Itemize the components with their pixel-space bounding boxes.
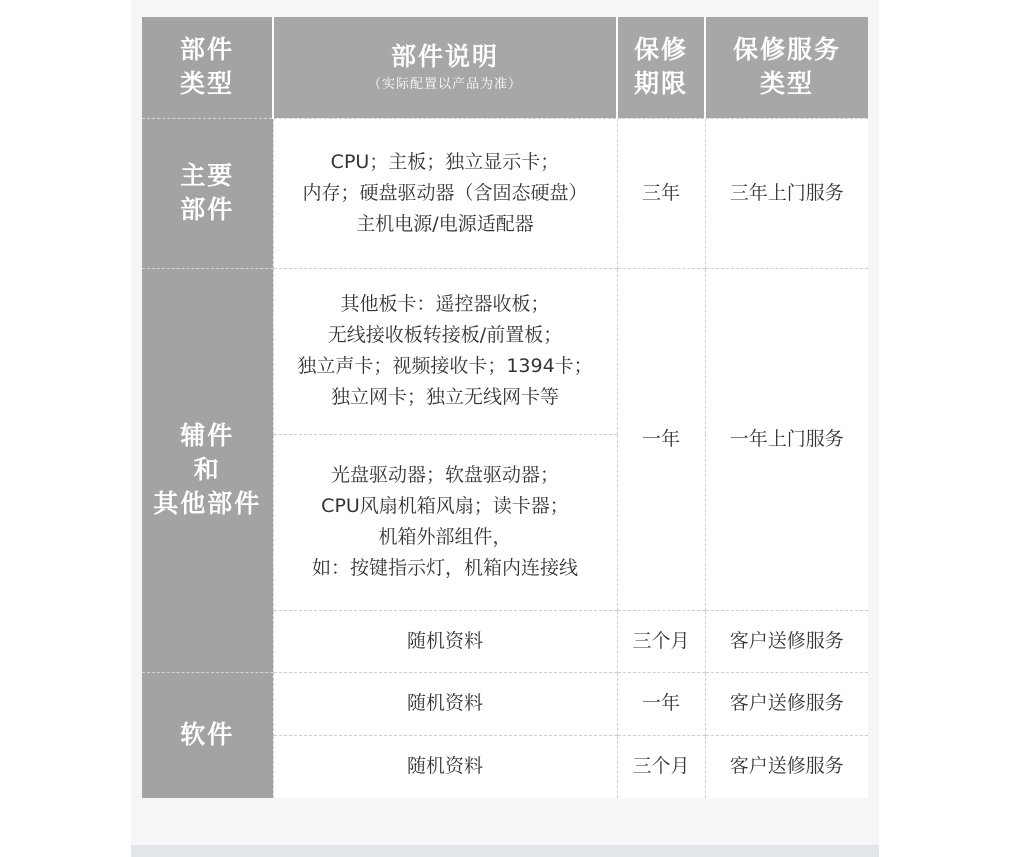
cell-main-service: 三年上门服务: [705, 118, 868, 268]
panel-footer-strip: [131, 845, 879, 857]
header-service: 保修服务 类型: [705, 17, 868, 118]
table-row-software-1: [142, 672, 868, 735]
cell-aux-period: 一年: [617, 268, 705, 610]
cell-aux-desc-a: 其他板卡：遥控器收板； 无线接收板转接板/前置板； 独立声卡；视频接收卡；1394卡； 独立网卡；独立无线网卡等: [273, 268, 617, 434]
row-label-software: 软件: [142, 672, 273, 798]
cell-software-2-period: 三个月: [617, 735, 705, 798]
header-part-desc: 部件说明 （实际配置以产品为准）: [273, 17, 617, 118]
cell-software-2-service: 客户送修服务: [705, 735, 868, 798]
cell-aux-docs-period: 三个月: [617, 610, 705, 672]
cell-main-period: 三年: [617, 118, 705, 268]
cell-aux-desc-b: 光盘驱动器；软盘驱动器； CPU风扇机箱风扇；读卡器； 机箱外部组件， 如：按键指示灯，机箱内连接线: [273, 434, 617, 610]
table-row-aux-a: [142, 268, 868, 434]
row-label-main-parts: 主要 部件: [142, 118, 273, 268]
cell-aux-service: 一年上门服务: [705, 268, 868, 610]
cell-aux-docs-service: 客户送修服务: [705, 610, 868, 672]
table-row-main-parts: [142, 118, 868, 268]
header-part-desc-note: （实际配置以产品为准）: [367, 77, 522, 93]
table-header-row: [142, 17, 868, 118]
cell-software-2-desc: 随机资料: [273, 735, 617, 798]
header-period: 保修 期限: [617, 17, 705, 118]
cell-main-desc: CPU；主板；独立显示卡； 内存；硬盘驱动器（含固态硬盘） 主机电源/电源适配器: [273, 118, 617, 268]
cell-aux-docs-desc: 随机资料: [273, 610, 617, 672]
warranty-table: [142, 17, 868, 798]
cell-software-1-period: 一年: [617, 672, 705, 735]
cell-software-1-service: 客户送修服务: [705, 672, 868, 735]
row-label-aux-parts: 辅件 和 其他部件: [142, 268, 273, 672]
cell-software-1-desc: 随机资料: [273, 672, 617, 735]
header-part-type: 部件 类型: [142, 17, 273, 118]
